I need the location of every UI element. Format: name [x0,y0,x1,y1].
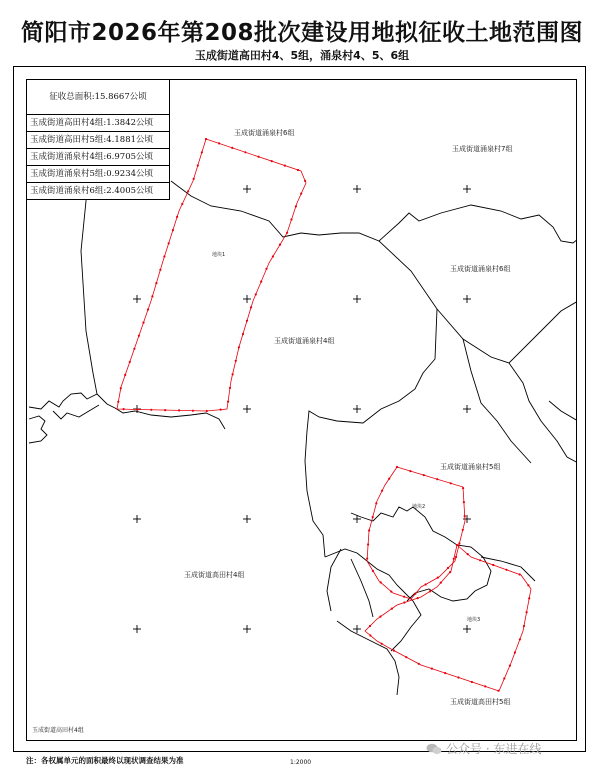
boundary-vertex [255,293,257,295]
boundary-vertex [509,665,511,667]
boundary-vertex [159,269,161,271]
boundary-vertex [403,601,405,603]
boundary-vertex [453,558,455,560]
boundary-vertex [260,281,262,283]
boundary-vertex [164,409,166,411]
boundary-vertex [163,255,165,257]
boundary-vertex [405,656,407,658]
boundary-vertex [417,597,419,599]
parcel-boundary-southeast-a [367,467,465,599]
label-parcel-b: 地块2 [412,504,426,510]
boundary-vertex [258,156,260,158]
boundary-vertex [519,573,521,575]
boundary-vertex [187,190,189,192]
boundary-vertex [227,401,229,403]
boundary-vertex [117,401,119,403]
boundary-vertex [484,685,486,687]
boundary-vertex [272,255,274,257]
watermark [426,740,541,757]
boundary-vertex [462,487,464,489]
map-scale: 1:2000 [290,759,312,766]
boundary-vertex [297,169,299,171]
boundary-vertex [197,164,199,166]
boundary-vertex [300,193,302,195]
boundary-vertex [232,373,234,375]
label-yongquan-6: 玉成街道涌泉村6组 [234,129,295,137]
boundary-vertex [379,616,381,618]
boundary-vertex [467,553,469,555]
boundary-vertex [218,142,220,144]
boundary-vertex [423,474,425,476]
boundary-vertex [229,387,231,389]
boundary-vertex [437,577,439,579]
boundary-vertex [201,151,203,153]
boundary-vertex [206,410,208,412]
boundary-vertex [396,466,398,468]
boundary-vertex [523,625,525,627]
boundary-vertex [449,571,451,573]
boundary-vertex [505,569,507,571]
boundary-vertex [244,151,246,153]
boundary-vertex [284,165,286,167]
legend-row-gaotian4: 玉成街道高田村4组:1.3842公顷 [27,115,169,132]
map-subtitle: 玉成街道高田村4、5组，涌泉村4、5、6组 [194,49,410,62]
boundary-vertex [250,306,252,308]
boundary-vertex [178,409,180,411]
boundary-vertex [457,676,459,678]
boundary-vertex [479,559,481,561]
boundary-vertex [136,408,138,410]
boundary-vertex [503,677,505,679]
label-yongquan-6-east: 玉成街道涌泉村6组 [450,265,511,273]
boundary-vertex [381,490,383,492]
boundary-vertex [388,478,390,480]
boundary-vertex [471,681,473,683]
boundary-vertex [123,408,125,410]
boundary-vertex [455,556,457,558]
boundary-vertex [172,229,174,231]
boundary-vertex [380,581,382,583]
grid-crosses [133,185,471,633]
boundary-vertex [514,651,516,653]
map-title: 简阳市2026年第208批次建设用地拟征收土地范围图 [20,20,584,46]
boundary-vertex [450,482,452,484]
expropriation-boundaries [117,139,531,691]
boundary-vertex [304,180,306,182]
boundary-vertex [265,268,267,270]
boundary-vertex [375,502,377,504]
boundary-vertex [526,611,528,613]
legend-row-yongquan4: 玉成街道涌泉村4组:6.9705公顷 [27,149,169,166]
boundary-vertex [220,409,222,411]
boundary-vertex [231,147,233,149]
legend-row-gaotian5: 玉成街道高田村5组:4.1881公顷 [27,132,169,149]
boundary-vertex [271,160,273,162]
boundary-vertex [464,515,466,517]
boundary-vertex [391,608,393,610]
boundary-vertex [381,643,383,645]
area-legend [26,79,170,200]
boundary-vertex [369,625,371,627]
boundary-vertex [147,308,149,310]
boundary-vertex [138,335,140,337]
boundary-vertex [290,218,292,220]
wechat-icon [426,743,442,755]
boundary-vertex [286,232,288,234]
boundary-vertex [133,348,135,350]
boundary-vertex [440,582,442,584]
label-gaotian-5: 玉成街道高田村5组 [450,698,511,706]
boundary-vertex [151,295,153,297]
boundary-vertex [142,322,144,324]
label-gaotian-4: 玉成街道高田村4组 [184,571,245,579]
boundary-vertex [155,282,157,284]
boundary-vertex [238,346,240,348]
legend-total-area: 征收总面积:15.8667公顷 [27,80,169,115]
boundary-vertex [120,387,122,389]
boundary-vertex [181,203,183,205]
boundary-vertex [456,544,458,546]
watermark-text: 公众号 · 东进在线 [446,742,542,756]
boundary-vertex [463,501,465,503]
boundary-vertex [425,583,427,585]
boundary-vertex [527,584,529,586]
boundary-vertex [409,470,411,472]
boundary-vertex-markers [117,138,530,692]
label-parcel-c: 地块3 [467,617,481,623]
boundary-vertex [390,591,392,593]
boundary-vertex [418,663,420,665]
boundary-vertex [403,596,405,598]
boundary-vertex [366,557,368,559]
boundary-vertex [205,138,207,140]
legend-row-yongquan5: 玉成街道涌泉村5组:0.9234公顷 [27,166,169,183]
boundary-vertex [369,634,371,636]
boundary-vertex [192,410,194,412]
boundary-vertex [242,333,244,335]
boundary-vertex [492,564,494,566]
label-yongquan-7: 玉成街道涌泉村7组 [452,145,513,153]
boundary-vertex [367,543,369,545]
label-parcel-a: 地块1 [212,252,226,258]
boundary-vertex [124,374,126,376]
boundary-vertex [444,672,446,674]
boundary-vertex [176,216,178,218]
boundary-vertex [246,320,248,322]
map-footnote: 注：各权属单元的面积最终以现状调查结果为准 [26,756,184,765]
boundary-vertex [458,542,460,544]
boundary-vertex [393,650,395,652]
boundary-vertex [497,690,499,692]
label-yongquan-5: 玉成街道涌泉村5组 [440,463,501,471]
boundary-vertex [193,178,195,180]
boundary-vertex [279,244,281,246]
boundary-vertex [150,409,152,411]
boundary-vertex [447,567,449,569]
boundary-vertex [429,590,431,592]
boundary-vertex [235,360,237,362]
label-yongquan-4: 玉成街道涌泉村4组 [274,337,335,345]
boundary-vertex [295,205,297,207]
boundary-vertex [372,570,374,572]
boundary-vertex [462,529,464,531]
boundary-vertex [436,478,438,480]
boundary-vertex [129,361,131,363]
boundary-vertex [368,529,370,531]
boundary-vertex [168,242,170,244]
boundary-vertex [372,516,374,518]
boundary-vertex [414,593,416,595]
cadastral-lines [29,181,577,695]
boundary-vertex [519,638,521,640]
legend-row-yongquan6: 玉成街道涌泉村6组:2.4005公顷 [30,186,154,196]
boundary-vertex [431,668,433,670]
label-gaotian-4-corner: 玉成街道高田村4组 [32,727,84,734]
boundary-vertex [528,597,530,599]
